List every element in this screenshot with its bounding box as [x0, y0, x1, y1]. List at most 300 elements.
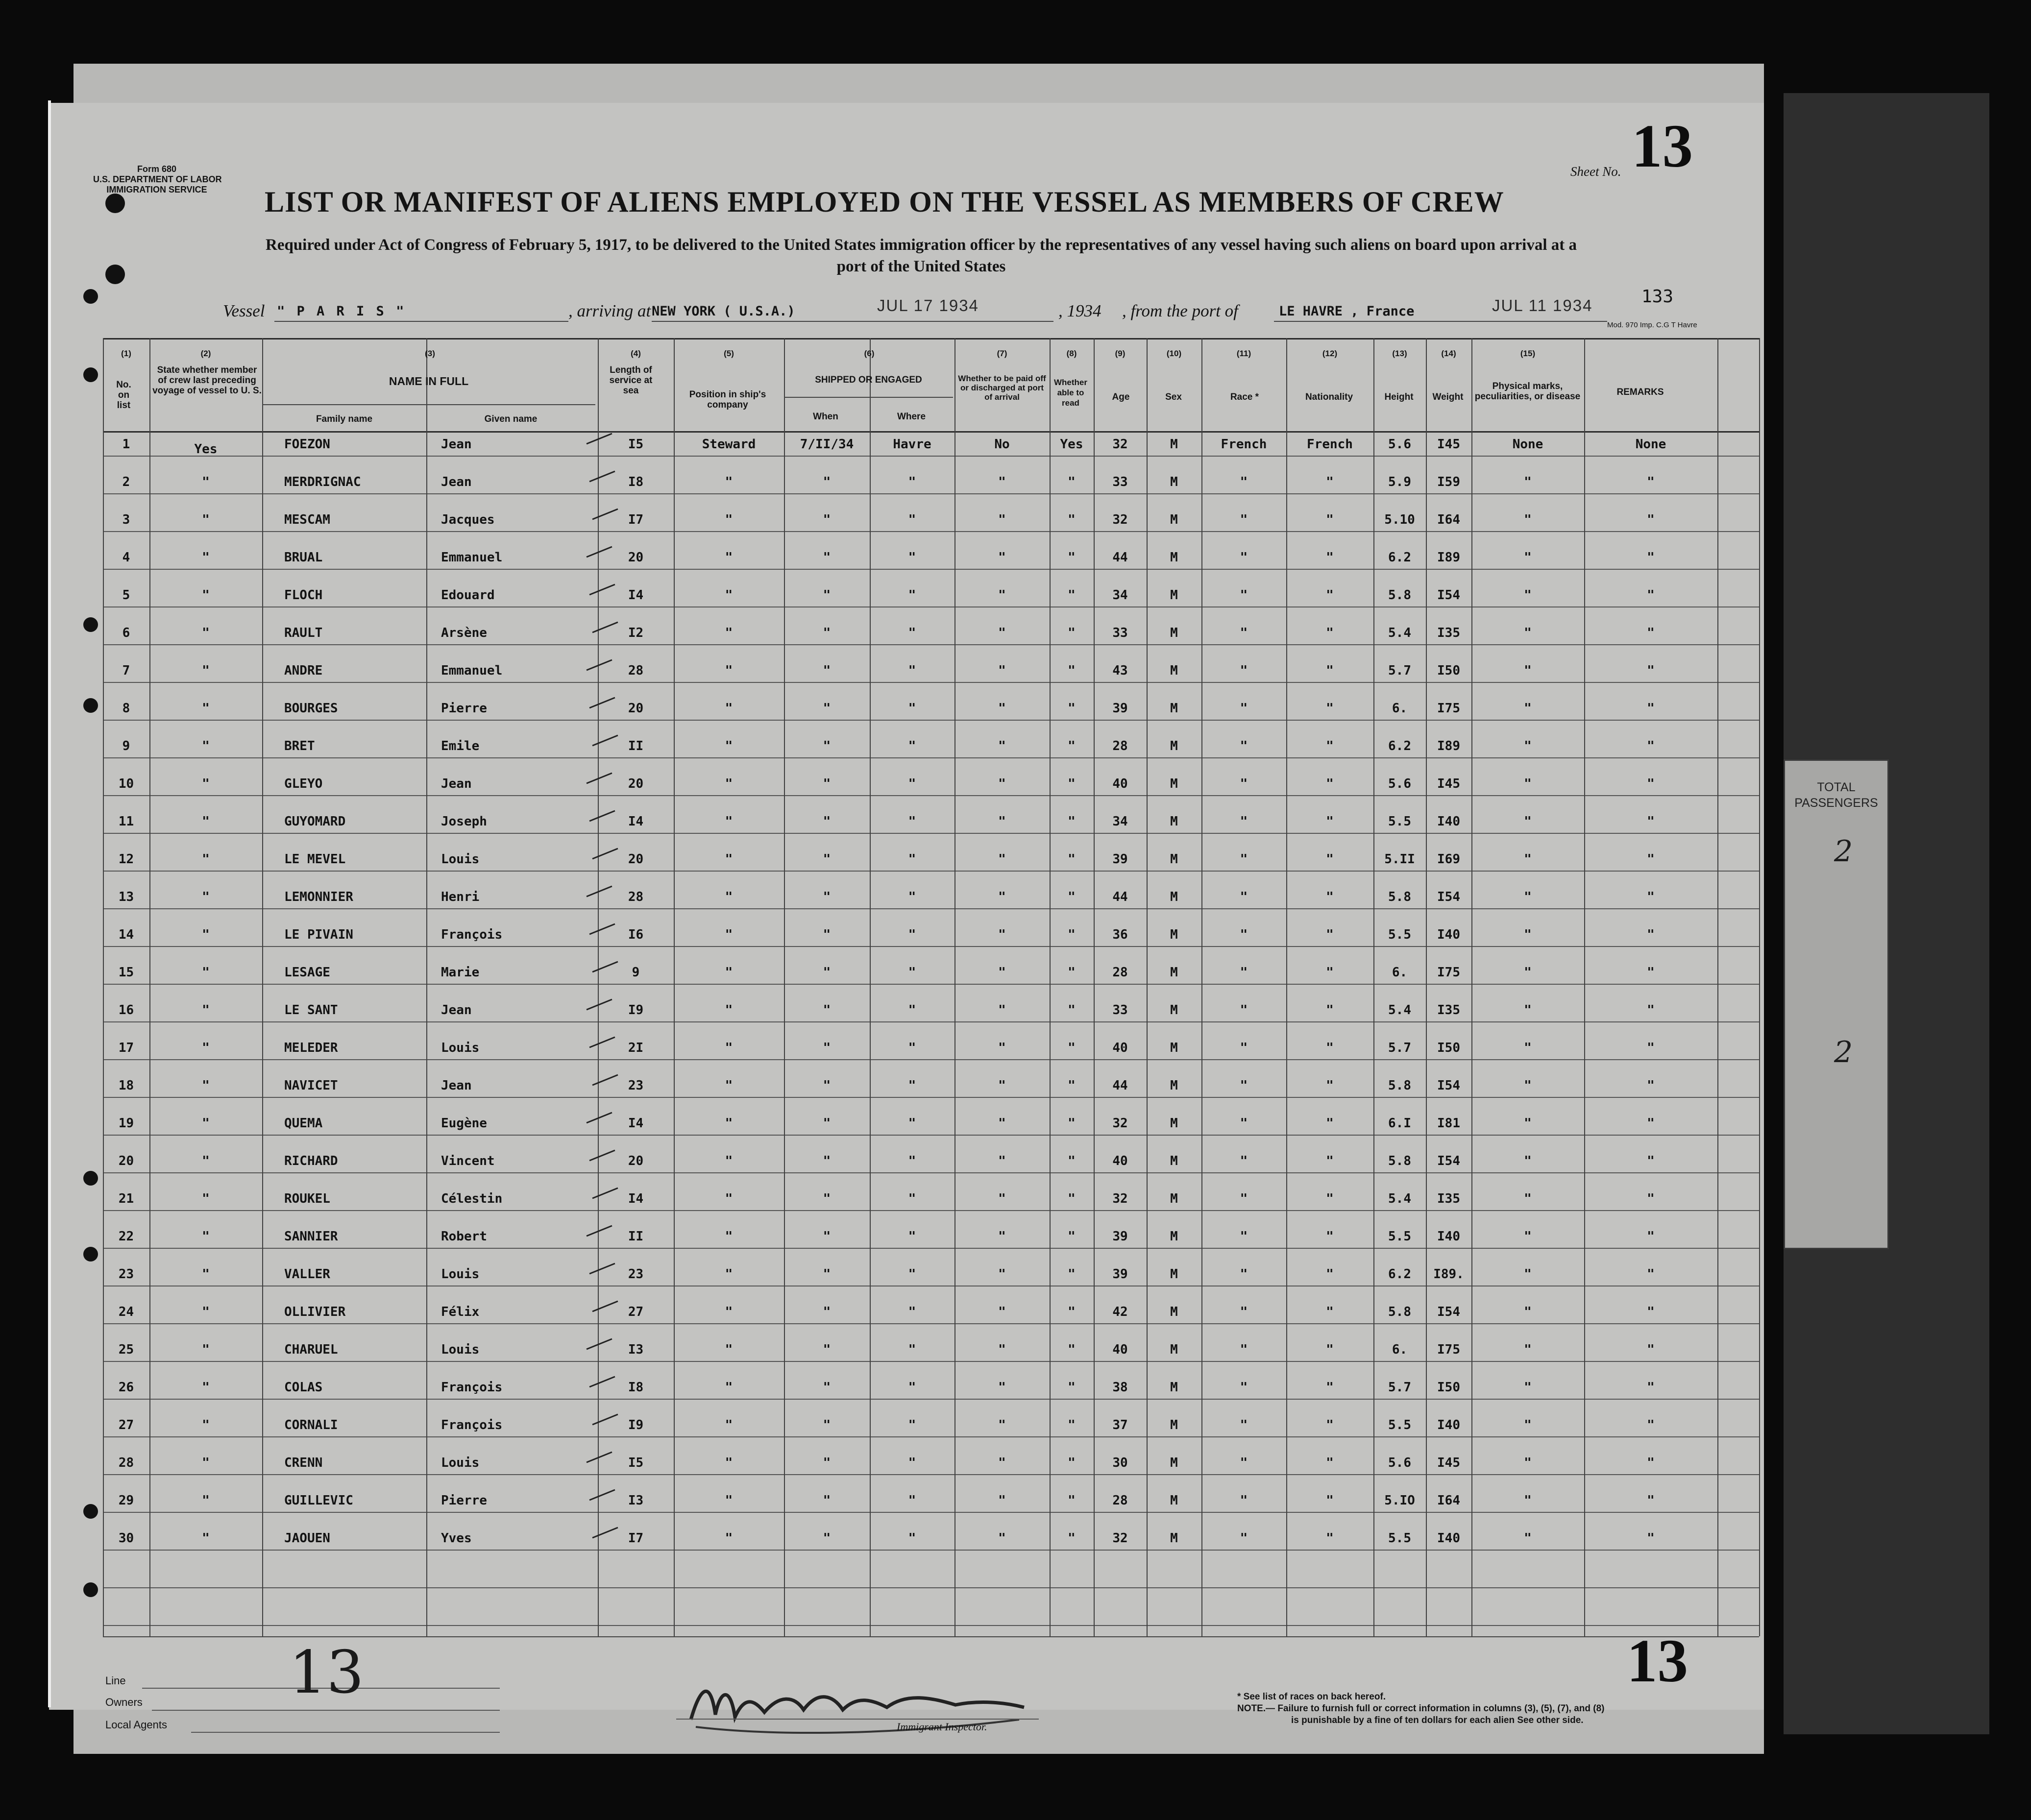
cell-service: II	[628, 1229, 644, 1244]
cell-where: "	[908, 1456, 916, 1470]
cell-age: 39	[1112, 701, 1128, 716]
column-rule	[1147, 338, 1148, 1636]
cell-prior: "	[202, 814, 210, 829]
cell-sex: M	[1170, 1493, 1178, 1508]
cell-marks: "	[1524, 475, 1532, 489]
column-rule	[1717, 338, 1718, 1636]
cell-age: 32	[1112, 1531, 1128, 1546]
cell-sex: M	[1170, 1267, 1178, 1282]
column-rule	[1426, 338, 1427, 1636]
cell-paid: "	[998, 1041, 1006, 1055]
row-rule	[103, 1135, 1759, 1136]
cell-read: "	[1068, 852, 1076, 867]
cell-prior: "	[202, 512, 210, 527]
cell-age: 28	[1112, 1493, 1128, 1508]
cell-service: 23	[628, 1078, 644, 1093]
cell-height: 6.2	[1388, 739, 1411, 753]
cell-position: "	[725, 626, 733, 640]
cell-read: "	[1068, 663, 1076, 678]
passenger-tally-card	[1784, 759, 1889, 1249]
cell-service: I9	[628, 1003, 644, 1018]
header-remarks: REMARKS	[1616, 387, 1664, 397]
cell-paid: "	[998, 1267, 1006, 1282]
cell-age: 28	[1112, 739, 1128, 753]
vessel-label: Vessel	[223, 301, 265, 320]
cell-paid: "	[998, 965, 1006, 980]
cell-given: Yves	[441, 1531, 472, 1546]
cell-prior: Yes	[194, 442, 218, 457]
cell-remarks: "	[1647, 1041, 1655, 1055]
cell-family: SANNIER	[284, 1229, 338, 1244]
cell-marks: "	[1524, 1267, 1532, 1282]
cell-paid: "	[998, 777, 1006, 791]
cell-service: I4	[628, 814, 644, 829]
column-number: (14)	[1441, 349, 1456, 358]
cell-given: François	[441, 1380, 503, 1395]
name-subheader-rule	[262, 404, 595, 405]
cell-nat: "	[1326, 777, 1334, 791]
cell-given: Louis	[441, 1267, 480, 1282]
cell-remarks: "	[1647, 814, 1655, 829]
cell-service: 23	[628, 1267, 644, 1282]
cell-family: LE MEVEL	[284, 852, 346, 867]
cell-read: "	[1068, 1154, 1076, 1168]
row-rule	[103, 1097, 1759, 1098]
header-physical-marks: Physical marks, peculiarities, or disease	[1474, 381, 1581, 402]
cell-where: "	[908, 1493, 916, 1508]
punch-hole	[83, 367, 98, 382]
cell-prior: "	[202, 1154, 210, 1168]
cell-age: 33	[1112, 1003, 1128, 1018]
cell-marks: "	[1524, 739, 1532, 753]
owners-underline	[152, 1710, 500, 1711]
cell-no: 18	[118, 1078, 134, 1093]
cell-marks: "	[1524, 852, 1532, 867]
cell-nat: "	[1326, 1380, 1334, 1395]
cell-marks: None	[1512, 437, 1543, 452]
cell-when: "	[823, 1305, 831, 1319]
cell-race: "	[1240, 1380, 1248, 1395]
cell-given: Jacques	[441, 512, 495, 527]
cell-race: "	[1240, 1041, 1248, 1055]
cell-sex: M	[1170, 1191, 1178, 1206]
cell-no: 29	[118, 1493, 134, 1508]
cell-weight: I54	[1437, 1305, 1460, 1319]
cell-nat: "	[1326, 1342, 1334, 1357]
cell-age: 44	[1112, 1078, 1128, 1093]
row-rule	[103, 531, 1759, 532]
cell-when: "	[823, 1380, 831, 1395]
row-rule	[103, 795, 1759, 796]
cell-sex: M	[1170, 701, 1178, 716]
cell-weight: I54	[1437, 890, 1460, 904]
cell-nat: "	[1326, 701, 1334, 716]
punch-hole	[83, 1171, 98, 1186]
cell-height: 6.I	[1388, 1116, 1411, 1131]
cell-sex: M	[1170, 927, 1178, 942]
cell-race: "	[1240, 814, 1248, 829]
cell-paid: "	[998, 1531, 1006, 1546]
cell-race: "	[1240, 965, 1248, 980]
department-name: U.S. DEPARTMENT OF LABOR	[93, 174, 222, 184]
tally-count-a: 2	[1834, 834, 1853, 869]
cell-no: 26	[118, 1380, 134, 1395]
cell-height: 5.IO	[1384, 1493, 1415, 1508]
cell-where: "	[908, 1229, 916, 1244]
cell-sex: M	[1170, 475, 1178, 489]
cell-weight: I35	[1437, 626, 1460, 640]
cell-weight: I40	[1437, 1418, 1460, 1432]
punch-hole	[105, 265, 125, 284]
cell-position: "	[725, 927, 733, 942]
cell-when: "	[823, 512, 831, 527]
cell-read: "	[1068, 550, 1076, 565]
cell-remarks: "	[1647, 1003, 1655, 1018]
cell-given: Edouard	[441, 588, 495, 603]
cell-sex: M	[1170, 1078, 1178, 1093]
cell-paid: "	[998, 1418, 1006, 1432]
header-age: Age	[1112, 392, 1130, 402]
cell-where: "	[908, 1342, 916, 1357]
cell-nat: "	[1326, 927, 1334, 942]
cell-read: "	[1068, 1418, 1076, 1432]
row-rule	[103, 946, 1759, 947]
cell-marks: "	[1524, 1078, 1532, 1093]
cell-marks: "	[1524, 1229, 1532, 1244]
cell-race: "	[1240, 1342, 1248, 1357]
cell-prior: "	[202, 550, 210, 565]
cell-no: 4	[122, 550, 130, 565]
cell-height: 5.5	[1388, 927, 1411, 942]
cell-age: 39	[1112, 1267, 1128, 1282]
cell-height: 5.4	[1388, 1003, 1411, 1018]
cell-position: "	[725, 1078, 733, 1093]
sheet-label: Sheet No.	[1570, 164, 1621, 179]
cell-when: "	[823, 965, 831, 980]
cell-where: "	[908, 1267, 916, 1282]
cell-prior: "	[202, 1380, 210, 1395]
service-name: IMMIGRATION SERVICE	[106, 185, 207, 194]
header-shipped-engaged: SHIPPED OR ENGAGED	[815, 375, 922, 385]
cell-nat: "	[1326, 965, 1334, 980]
cell-remarks: "	[1647, 965, 1655, 980]
row-rule	[103, 1625, 1759, 1626]
cell-sex: M	[1170, 663, 1178, 678]
cell-paid: "	[998, 814, 1006, 829]
cell-given: Jean	[441, 777, 472, 791]
cell-where: "	[908, 1380, 916, 1395]
cell-height: 5.8	[1388, 1305, 1411, 1319]
cell-age: 40	[1112, 1041, 1128, 1055]
cell-no: 2	[122, 475, 130, 489]
cell-when: "	[823, 1531, 831, 1546]
punch-hole	[83, 289, 98, 304]
cell-weight: I64	[1437, 1493, 1460, 1508]
cell-marks: "	[1524, 1116, 1532, 1131]
cell-position: "	[725, 1380, 733, 1395]
cell-remarks: "	[1647, 1229, 1655, 1244]
cell-service: I8	[628, 475, 644, 489]
cell-service: II	[628, 739, 644, 753]
header-length-service: Length of service at sea	[609, 365, 653, 396]
cell-family: GUILLEVIC	[284, 1493, 353, 1508]
cell-no: 23	[118, 1267, 134, 1282]
cell-nat: "	[1326, 1305, 1334, 1319]
cell-paid: "	[998, 1493, 1006, 1508]
cell-when: "	[823, 1116, 831, 1131]
cell-when: "	[823, 550, 831, 565]
cell-position: "	[725, 1154, 733, 1168]
cell-service: I4	[628, 1116, 644, 1131]
cell-paid: "	[998, 1191, 1006, 1206]
cell-where: "	[908, 1154, 916, 1168]
shipped-subheader-rule	[784, 397, 953, 398]
cell-when: "	[823, 1154, 831, 1168]
cell-given: François	[441, 927, 503, 942]
cell-when: "	[823, 927, 831, 942]
cell-nat: "	[1326, 1456, 1334, 1470]
cell-service: 20	[628, 1154, 644, 1168]
cell-nat: "	[1326, 1154, 1334, 1168]
header-when: When	[813, 412, 838, 422]
cell-where: "	[908, 1418, 916, 1432]
note-line-1: NOTE.— Failure to furnish full or correct information in columns (3), (5), (7), and (8)	[1237, 1703, 1605, 1714]
cell-remarks: "	[1647, 927, 1655, 942]
cell-given: Emile	[441, 739, 480, 753]
cell-service: 27	[628, 1305, 644, 1319]
cell-weight: I54	[1437, 1078, 1460, 1093]
cell-remarks: "	[1647, 1531, 1655, 1546]
cell-marks: "	[1524, 1531, 1532, 1546]
cell-remarks: "	[1647, 890, 1655, 904]
header-bottom-border	[103, 431, 1759, 433]
cell-no: 13	[118, 890, 134, 904]
row-rule	[103, 1361, 1759, 1362]
cell-race: "	[1240, 1229, 1248, 1244]
cell-nat: "	[1326, 1191, 1334, 1206]
cell-remarks: "	[1647, 701, 1655, 716]
cell-when: "	[823, 1267, 831, 1282]
cell-height: 6.2	[1388, 1267, 1411, 1282]
cell-marks: "	[1524, 927, 1532, 942]
cell-given: Louis	[441, 1342, 480, 1357]
punch-hole	[83, 1247, 98, 1262]
cell-service: 28	[628, 663, 644, 678]
cell-where: "	[908, 890, 916, 904]
row-rule	[103, 682, 1759, 683]
cell-read: "	[1068, 1003, 1076, 1018]
cell-paid: "	[998, 1342, 1006, 1357]
cell-position: "	[725, 814, 733, 829]
cell-height: 5.7	[1388, 1380, 1411, 1395]
cell-age: 32	[1112, 512, 1128, 527]
cell-race: "	[1240, 1078, 1248, 1093]
cell-race: "	[1240, 852, 1248, 867]
cell-nat: "	[1326, 739, 1334, 753]
cell-marks: "	[1524, 1418, 1532, 1432]
column-rule	[1094, 338, 1095, 1636]
vessel-name: " P A R I S "	[277, 304, 406, 319]
cell-read: "	[1068, 777, 1076, 791]
cell-remarks: "	[1647, 852, 1655, 867]
cell-service: I4	[628, 588, 644, 603]
cell-remarks: "	[1647, 550, 1655, 565]
cell-family: CRENN	[284, 1456, 323, 1470]
cell-weight: I40	[1437, 927, 1460, 942]
cell-family: FLOCH	[284, 588, 323, 603]
cell-race: "	[1240, 1493, 1248, 1508]
cell-read: "	[1068, 890, 1076, 904]
cell-paid: "	[998, 701, 1006, 716]
cell-family: CHARUEL	[284, 1342, 338, 1357]
cell-weight: I54	[1437, 588, 1460, 603]
cell-read: "	[1068, 1493, 1076, 1508]
row-rule	[103, 1474, 1759, 1475]
cell-marks: "	[1524, 1191, 1532, 1206]
cell-position: "	[725, 663, 733, 678]
cell-height: 5.6	[1388, 437, 1411, 452]
column-number: (5)	[724, 349, 734, 358]
cell-weight: I40	[1437, 1229, 1460, 1244]
cell-no: 24	[118, 1305, 134, 1319]
cell-family: GUYOMARD	[284, 814, 346, 829]
cell-race: "	[1240, 588, 1248, 603]
arrival-date-stamp: JUL 17 1934	[877, 296, 979, 315]
cell-where: "	[908, 965, 916, 980]
cell-position: "	[725, 1305, 733, 1319]
cell-where: "	[908, 1003, 916, 1018]
cell-given: Jean	[441, 437, 472, 452]
row-rule	[103, 1021, 1759, 1022]
cell-paid: "	[998, 1078, 1006, 1093]
column-rule	[1286, 338, 1287, 1636]
cell-family: OLLIVIER	[284, 1305, 346, 1319]
cell-prior: "	[202, 588, 210, 603]
header-where: Where	[897, 412, 926, 422]
cell-prior: "	[202, 777, 210, 791]
cell-remarks: None	[1635, 437, 1666, 452]
cell-position: "	[725, 739, 733, 753]
column-rule	[1584, 338, 1585, 1636]
cell-no: 3	[122, 512, 130, 527]
cell-read: "	[1068, 1041, 1076, 1055]
row-rule	[103, 1512, 1759, 1513]
cell-given: Henri	[441, 890, 480, 904]
cell-sex: M	[1170, 1456, 1178, 1470]
cell-where: "	[908, 701, 916, 716]
cell-remarks: "	[1647, 475, 1655, 489]
subtitle-line-2: port of the United States	[836, 258, 1006, 275]
cell-service: I6	[628, 927, 644, 942]
cell-height: 5.8	[1388, 588, 1411, 603]
column-number: (6)	[864, 349, 875, 358]
tally-count-b: 2	[1834, 1035, 1853, 1069]
header-nationality: Nationality	[1305, 392, 1353, 402]
cell-prior: "	[202, 927, 210, 942]
cell-service: I3	[628, 1493, 644, 1508]
arrival-underline	[652, 321, 1053, 322]
cell-prior: "	[202, 1342, 210, 1357]
cell-where: "	[908, 852, 916, 867]
cell-position: "	[725, 588, 733, 603]
cell-paid: "	[998, 852, 1006, 867]
cell-no: 9	[122, 739, 130, 753]
cell-position: "	[725, 1456, 733, 1470]
cell-sex: M	[1170, 1342, 1178, 1357]
cell-remarks: "	[1647, 1380, 1655, 1395]
cell-sex: M	[1170, 550, 1178, 565]
cell-read: "	[1068, 965, 1076, 980]
cell-weight: I89.	[1433, 1267, 1464, 1282]
cell-family: LESAGE	[284, 965, 330, 980]
cell-marks: "	[1524, 626, 1532, 640]
cell-prior: "	[202, 1267, 210, 1282]
column-rule	[1201, 338, 1202, 1636]
cell-family: LE PIVAIN	[284, 927, 353, 942]
cell-read: Yes	[1060, 437, 1083, 452]
cell-family: QUEMA	[284, 1116, 323, 1131]
cell-paid: "	[998, 927, 1006, 942]
cell-race: "	[1240, 663, 1248, 678]
cell-race: "	[1240, 739, 1248, 753]
header-family-name: Family name	[316, 414, 373, 424]
row-rule	[103, 1323, 1759, 1324]
cell-weight: I89	[1437, 739, 1460, 753]
cell-sex: M	[1170, 1041, 1178, 1055]
header-no-on-list: No. on list	[116, 380, 131, 411]
cell-read: "	[1068, 927, 1076, 942]
cell-where: "	[908, 475, 916, 489]
cell-service: I5	[628, 1456, 644, 1470]
cell-height: 5.8	[1388, 1154, 1411, 1168]
cell-when: "	[823, 1418, 831, 1432]
cell-when: "	[823, 626, 831, 640]
note-line-2: is punishable by a fine of ten dollars for each alien See other side.	[1291, 1715, 1584, 1725]
cell-nat: "	[1326, 814, 1334, 829]
cell-race: "	[1240, 1267, 1248, 1282]
cell-height: 5.4	[1388, 1191, 1411, 1206]
cell-nat: "	[1326, 1229, 1334, 1244]
cell-where: "	[908, 1041, 916, 1055]
cell-read: "	[1068, 701, 1076, 716]
cell-paid: "	[998, 1229, 1006, 1244]
cell-read: "	[1068, 512, 1076, 527]
cell-sex: M	[1170, 437, 1178, 452]
cell-no: 14	[118, 927, 134, 942]
cell-family: COLAS	[284, 1380, 323, 1395]
cell-position: "	[725, 965, 733, 980]
cell-when: "	[823, 852, 831, 867]
header-prior-crew: State whether member of crew last preceding voyage of vessel to U. S.	[152, 365, 262, 396]
cell-read: "	[1068, 814, 1076, 829]
cell-prior: "	[202, 475, 210, 489]
column-rule	[1759, 338, 1760, 1636]
inspector-underline	[676, 1719, 1039, 1720]
cell-race: "	[1240, 1116, 1248, 1131]
subtitle-line-1: Required under Act of Congress of February 5, 1917, to be delivered to the United States immigration officer by the representatives of any vessel having such aliens on board upon arrival at a	[266, 236, 1577, 254]
cell-where: "	[908, 663, 916, 678]
punch-hole	[83, 617, 98, 632]
cell-marks: "	[1524, 1305, 1532, 1319]
cell-when: 7/II/34	[800, 437, 854, 452]
cell-nat: "	[1326, 852, 1334, 867]
column-number: (7)	[997, 349, 1007, 358]
cell-service: I5	[628, 437, 644, 452]
cell-given: Emmanuel	[441, 663, 503, 678]
handwritten-count: 13	[289, 1639, 364, 1707]
cell-height: 6.	[1392, 701, 1408, 716]
column-number: (10)	[1166, 349, 1182, 358]
